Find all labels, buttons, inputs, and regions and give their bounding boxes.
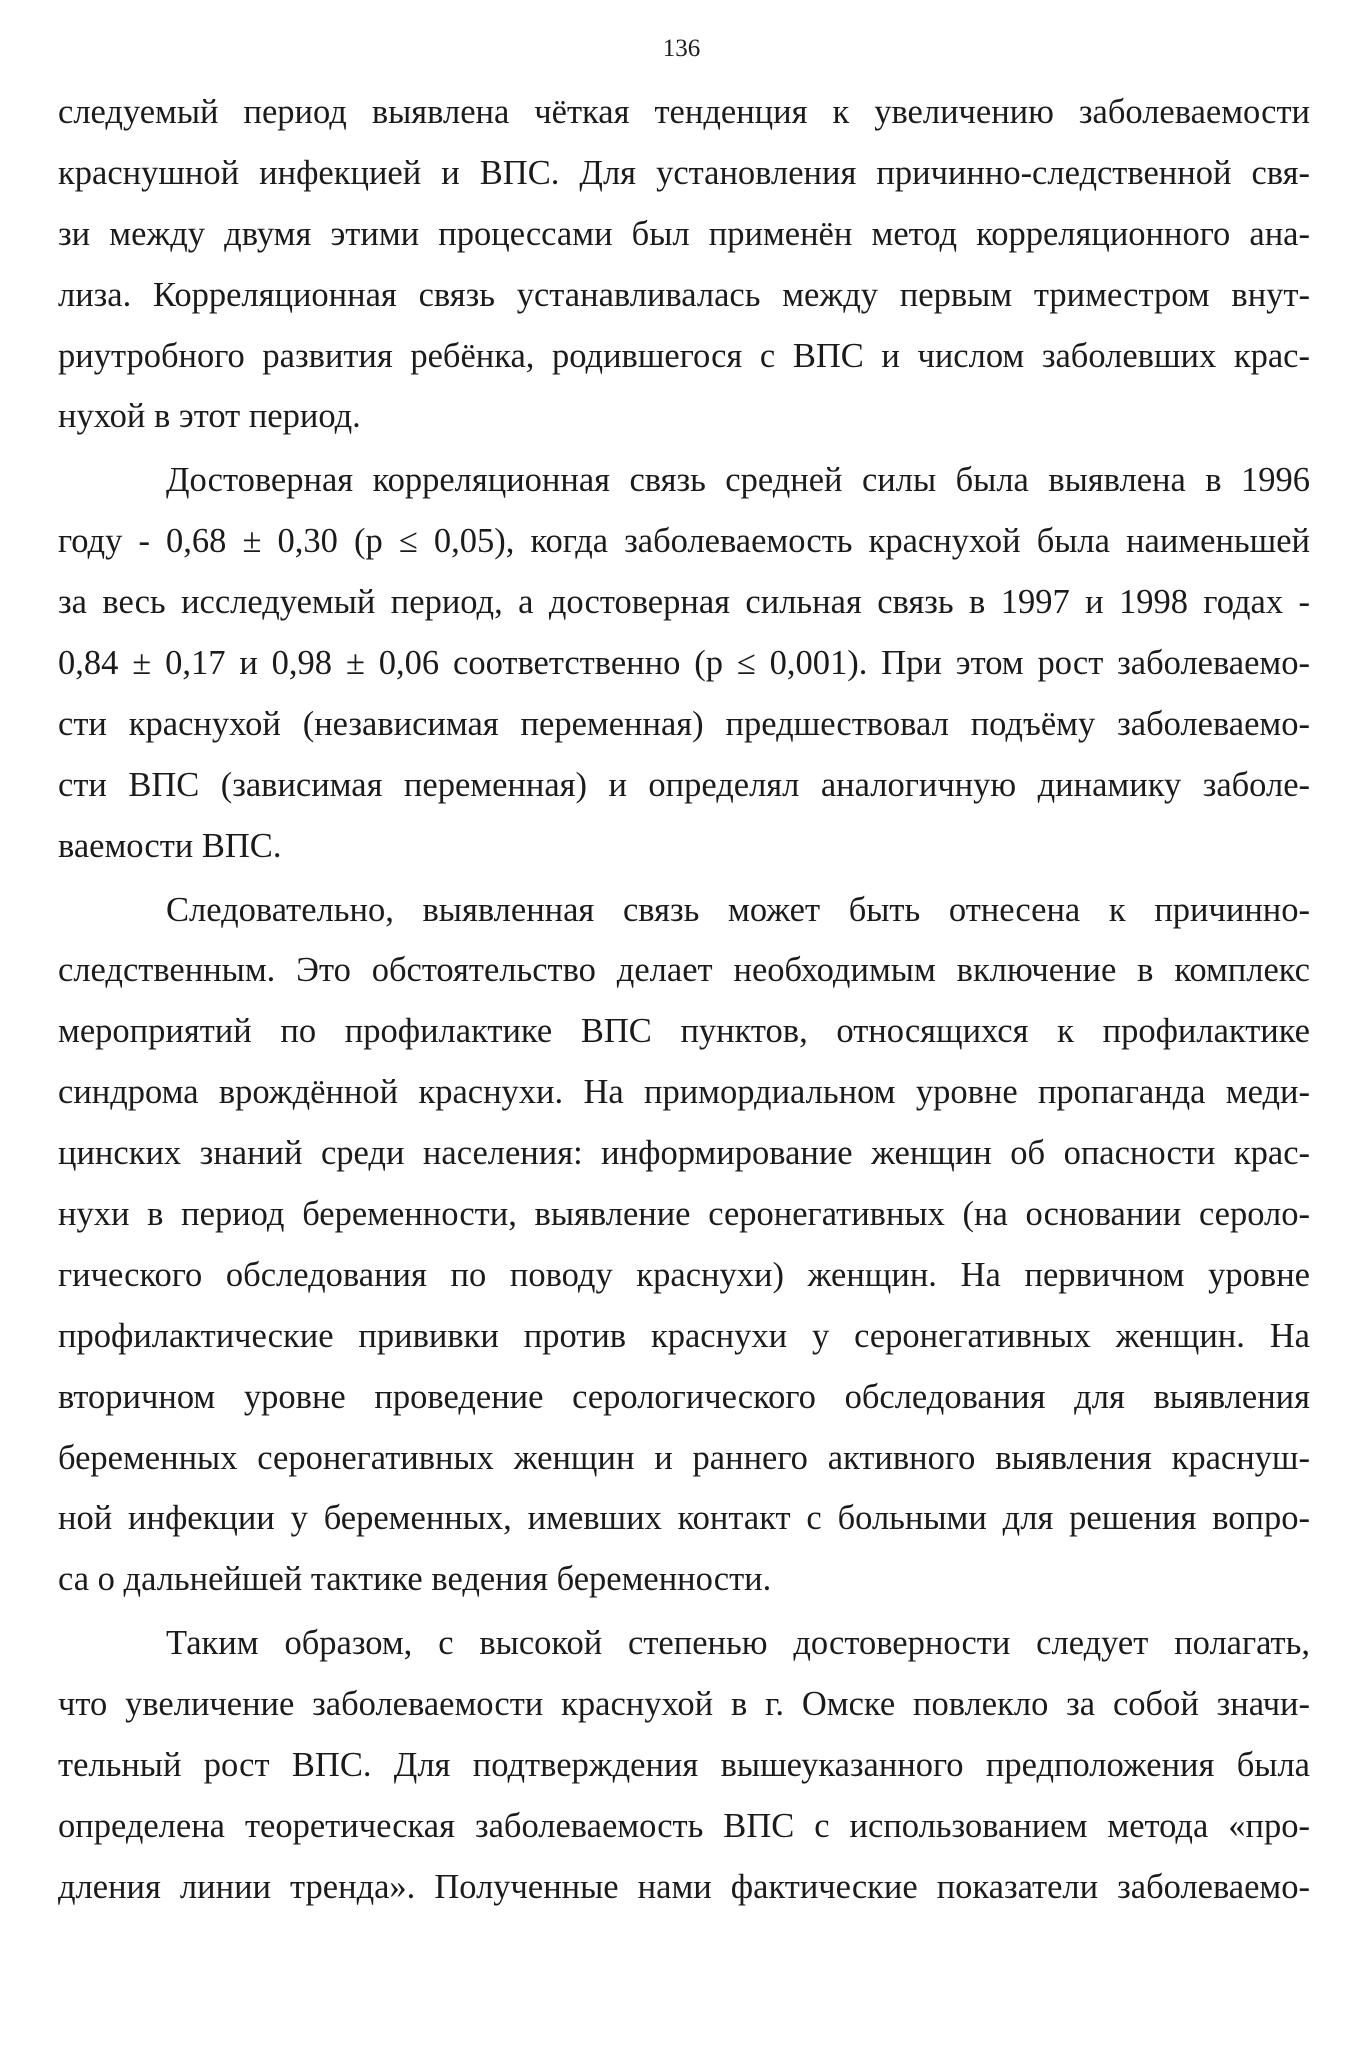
text-line: сти краснухой (независимая переменная) предшествовал подъёму заболеваемо-: [58, 704, 1310, 743]
text-line: беременных серонегативных женщин и раннего активного выявления краснуш-: [58, 1438, 1310, 1477]
text-line: определена теоретическая заболеваемость ВПС с использованием метода «про-: [58, 1806, 1310, 1845]
text-line: Таким образом, с высокой степенью достоверности следует полагать,: [166, 1624, 1310, 1663]
text-line: цинских знаний среди населения: информирование женщин об опасности крас-: [58, 1134, 1310, 1173]
text-line: ной инфекции у беременных, имевших контакт с больными для решения вопро-: [58, 1499, 1310, 1538]
text-line: синдрома врождённой краснухи. На примордиальном уровне пропаганда меди-: [58, 1073, 1310, 1112]
text-line: вторичном уровне проведение серологического обследования для выявления: [58, 1377, 1310, 1416]
text-line: что увеличение заболеваемости краснухой в г. Омске повлекло за собой значи-: [58, 1685, 1310, 1724]
text-line: сти ВПС (зависимая переменная) и определял аналогичную динамику заболе-: [58, 765, 1310, 804]
text-line: следуемый период выявлена чёткая тенденция к увеличению заболеваемости: [58, 93, 1310, 131]
text-line: риутробного развития ребёнка, родившегося с ВПС и числом заболевших крас-: [58, 336, 1310, 375]
body-text: [58, 82, 1310, 1918]
text-line: зи между двумя этими процессами был применён метод корреляционного ана-: [58, 214, 1310, 253]
text-line: профилактические прививки против краснухи у серонегативных женщин. На: [58, 1316, 1310, 1355]
text-line: лиза. Корреляционная связь устанавливалась между первым триместром внут-: [58, 275, 1310, 314]
text-line: году - 0,68 ± 0,30 (p ≤ 0,05), когда заболеваемость краснухой была наименьшей: [58, 522, 1310, 561]
text-line: следственным. Это обстоятельство делает необходимым включение в комплекс: [58, 951, 1310, 990]
text-line: дления линии тренда». Полученные нами фактические показатели заболеваемо-: [58, 1867, 1310, 1906]
text-line: краснушной инфекцией и ВПС. Для установления причинно-следственной свя-: [58, 153, 1310, 192]
text-line: нухой в этот период.: [58, 397, 361, 436]
text-line: ваемости ВПС.: [58, 826, 282, 865]
text-line: за весь исследуемый период, а достоверная сильная связь в 1997 и 1998 годах -: [58, 583, 1310, 622]
text-line: тельный рост ВПС. Для подтверждения вышеуказанного предположения была: [58, 1746, 1310, 1785]
text-line: 0,84 ± 0,17 и 0,98 ± 0,06 соответственно (p ≤ 0,001). При этом рост заболеваемо-: [58, 644, 1310, 683]
text-line: нухи в период беременности, выявление серонегативных (на основании сероло-: [58, 1195, 1310, 1234]
page-number: 136: [662, 35, 701, 62]
text-line: мероприятий по профилактике ВПС пунктов, относящихся к профилактике: [58, 1012, 1310, 1051]
text-line: са о дальнейшей тактике ведения беременности.: [58, 1560, 772, 1599]
text-line: Достоверная корреляционная связь средней силы была выявлена в 1996: [166, 461, 1310, 500]
text-line: Следовательно, выявленная связь может быть отнесена к причинно-: [166, 890, 1310, 929]
text-line: гического обследования по поводу краснухи) женщин. На первичном уровне: [58, 1255, 1310, 1294]
